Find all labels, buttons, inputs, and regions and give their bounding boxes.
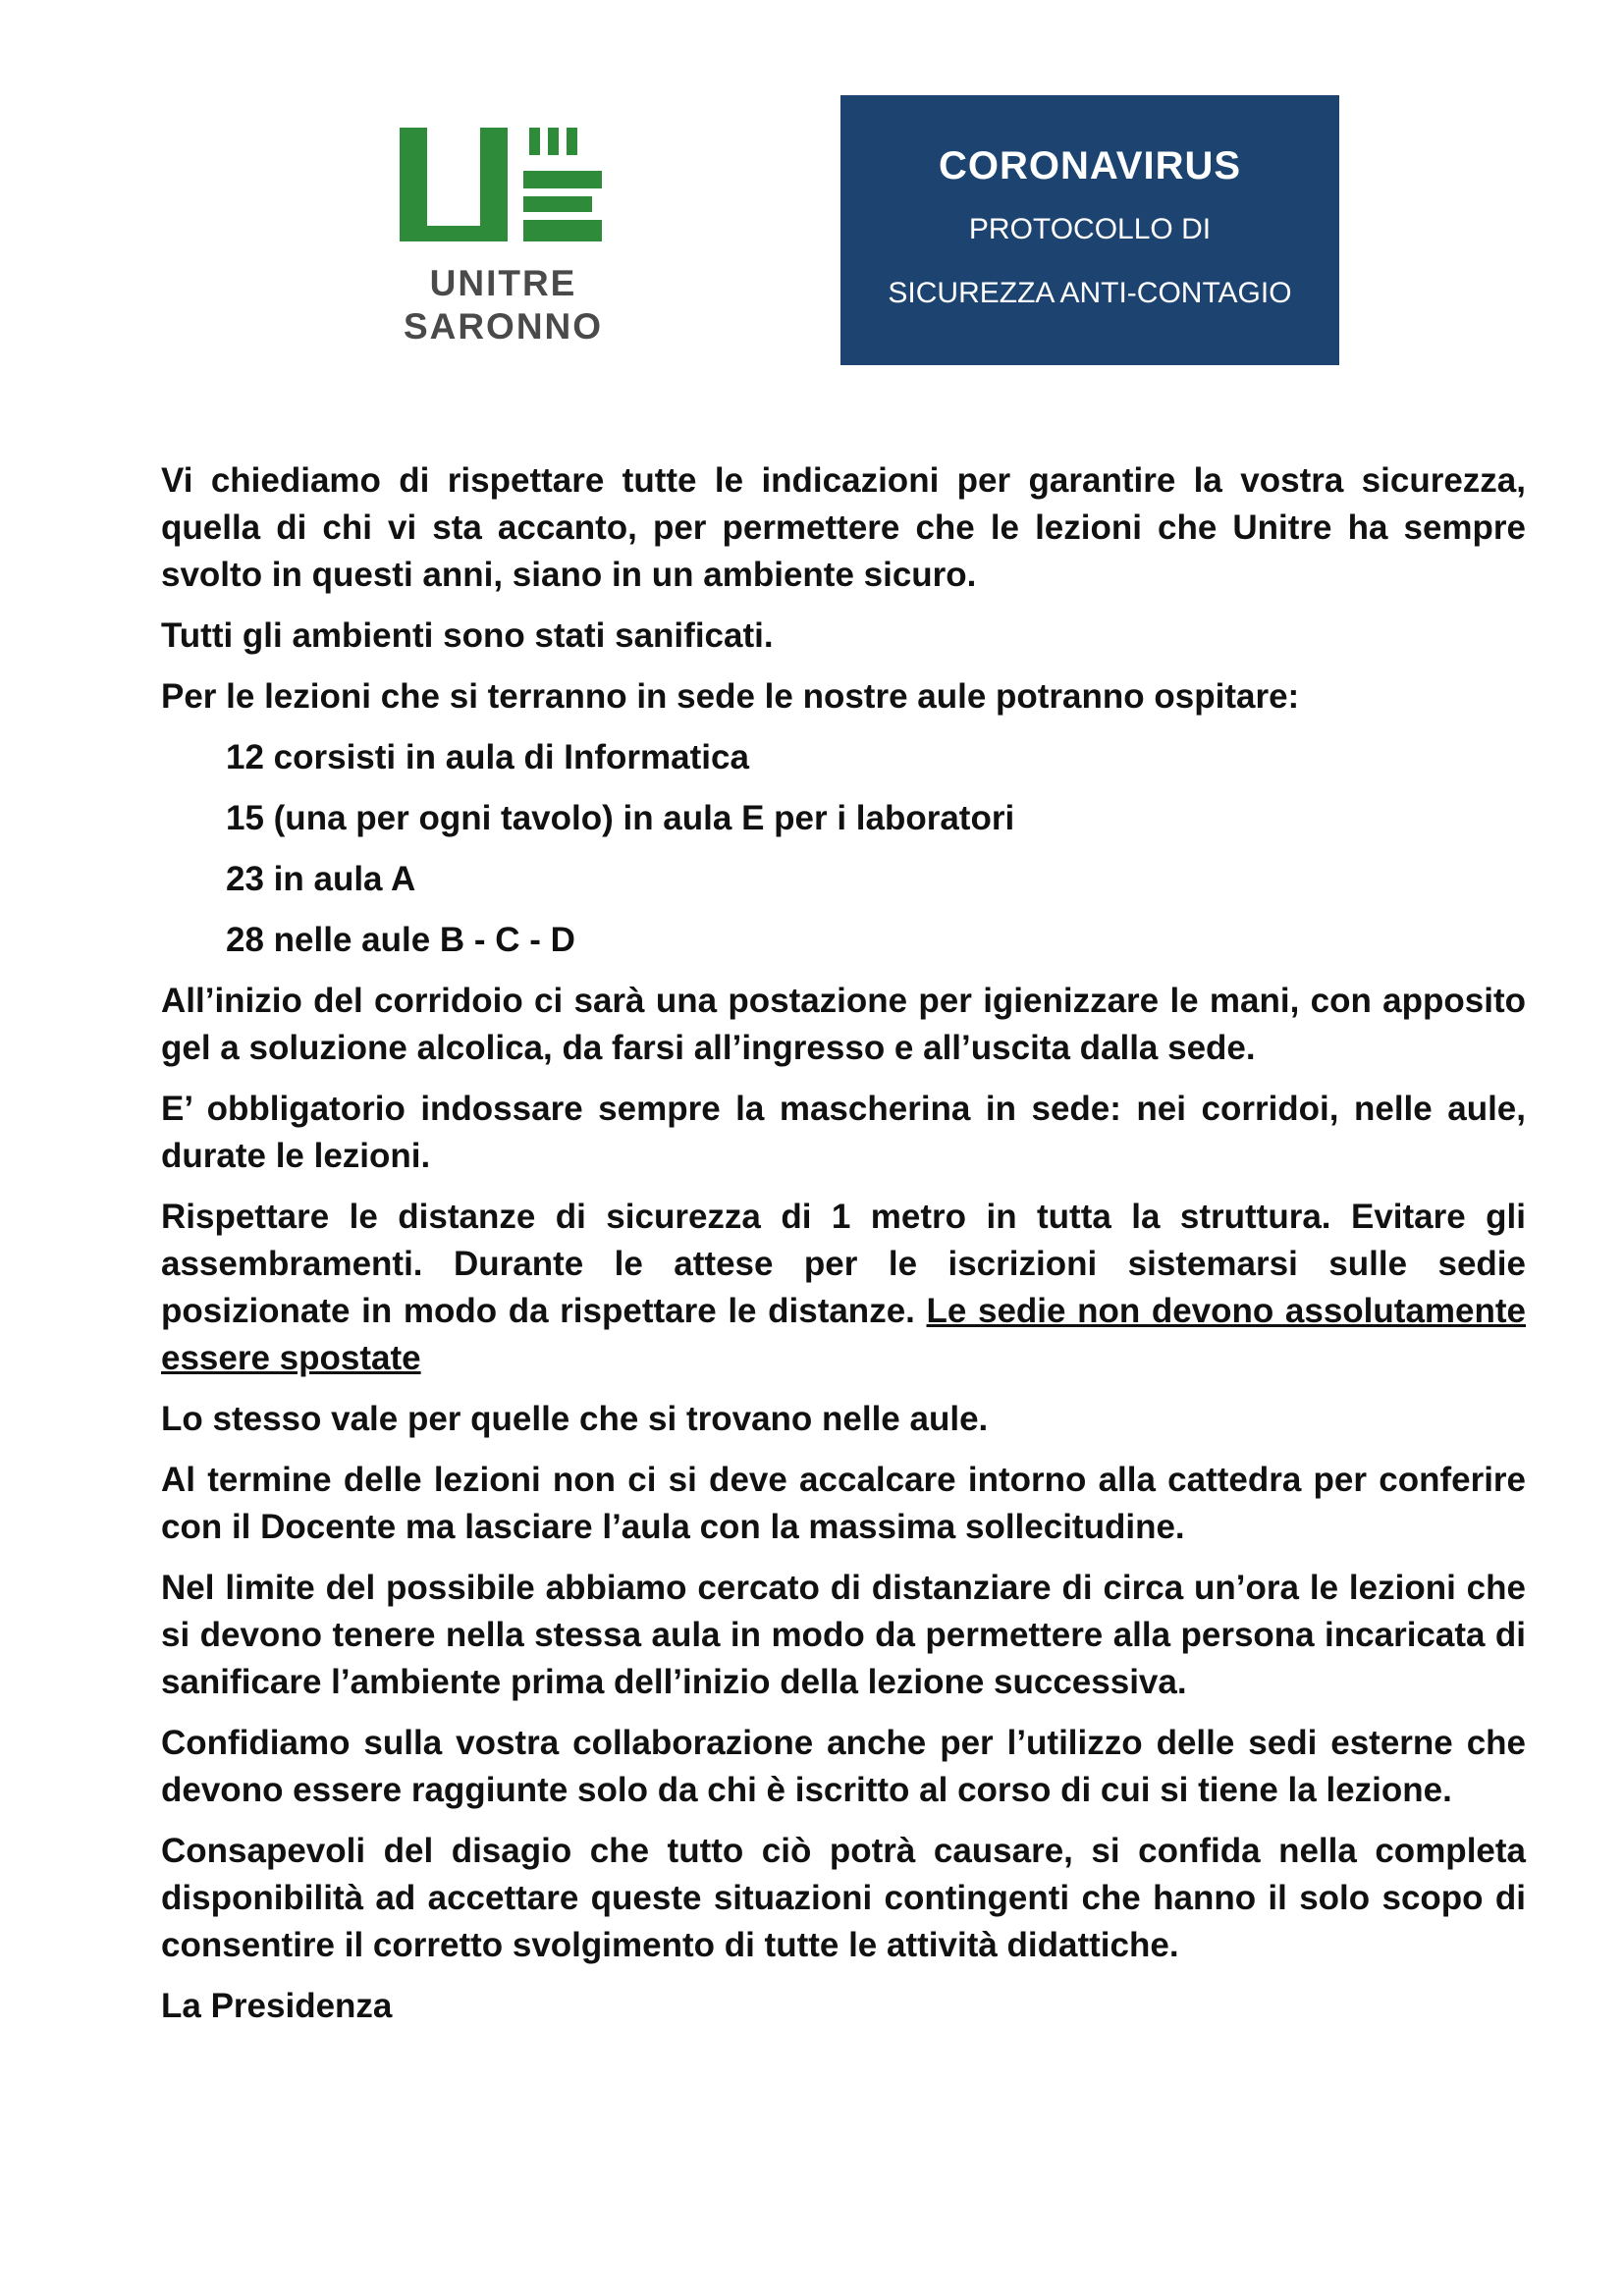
paragraph-intro: Vi chiediamo di rispettare tutte le indicazioni per garantire la vostra sicurezza, quella di chi vi sta accanto, per permettere che le lezioni che Unitre ha sempre svolto in questi anni, siano in un ambiente sicuro.	[161, 461, 1526, 594]
paragraph-capacity-intro: Per le lezioni che si terranno in sede le nostre aule potranno ospitare:	[161, 677, 1300, 716]
capacity-item: 12 corsisti in aula di Informatica	[226, 738, 749, 776]
banner-line-2: SICUREZZA ANTI-CONTAGIO	[888, 277, 1292, 309]
chairs-warning: Le sedie non devono assolutamente essere spostate	[161, 1292, 1526, 1377]
banner-title: CORONAVIRUS	[938, 144, 1242, 187]
unitre-logo-mark	[398, 116, 609, 263]
paragraph-distancing	[161, 1194, 1526, 1382]
banner-line-1: PROTOCOLLO DI	[968, 213, 1212, 245]
distancing-text: Rispettare le distanze di sicurezza di 1 metro in tutta la struttura. Evitare gli assembramenti. Durante le attese per le iscrizioni sistemarsi sulle sedie posizionate in modo da rispettare le distanze.	[161, 1198, 1526, 1330]
signature: La Presidenza	[161, 1987, 393, 2025]
paragraph-end-of-lesson: Al termine delle lezioni non ci si deve accalcare intorno alla cattedra per conferire con il Docente ma lasciare l’aula con la massima sollecitudine.	[161, 1461, 1526, 1546]
paragraph-closing: Consapevoli del disagio che tutto ciò potrà causare, si confida nella completa disponibilità ad accettare queste situazioni contingenti che hanno il solo scopo di consentire il corretto svolgimento di tutte le attività didattiche.	[161, 1832, 1526, 1964]
paragraph-hand-sanitizer: All’inizio del corridoio ci sarà una postazione per igienizzare le mani, con apposito gel a soluzione alcolica, da farsi all’ingresso e all’uscita dalla sede.	[161, 982, 1526, 1067]
notice-body	[161, 457, 1526, 2044]
capacity-item: 15 (una per ogni tavolo) in aula E per i laboratori	[226, 799, 1015, 837]
paragraph-mask: E’ obbligatorio indossare sempre la mascherina in sede: nei corridoi, nelle aule, durate le lezioni.	[161, 1090, 1526, 1175]
paragraph-external-venues: Confidiamo sulla vostra collaborazione anche per l’utilizzo delle sedi esterne che devono essere raggiunte solo da chi è iscritto al corso di cui si tiene la lezione.	[161, 1724, 1526, 1809]
logo-line-saronno: SARONNO	[403, 306, 604, 347]
paragraph-spacing-lessons: Nel limite del possibile abbiamo cercato di distanziare di circa un’ora le lezioni che si devono tenere nella stessa aula in modo da permettere alla persona incaricata di sanificare l’ambiente prima dell’inizio della lezione successiva.	[161, 1569, 1526, 1701]
paragraph-classrooms: Lo stesso vale per quelle che si trovano nelle aule.	[161, 1400, 989, 1438]
capacity-item: 23 in aula A	[226, 860, 416, 898]
unitre-logo	[398, 116, 609, 349]
coronavirus-banner	[840, 95, 1339, 365]
capacity-item: 28 nelle aule B - C - D	[226, 921, 575, 959]
logo-line-unitre: UNITRE	[429, 263, 577, 303]
paragraph-sanitized: Tutti gli ambienti sono stati sanificati.	[161, 616, 774, 655]
